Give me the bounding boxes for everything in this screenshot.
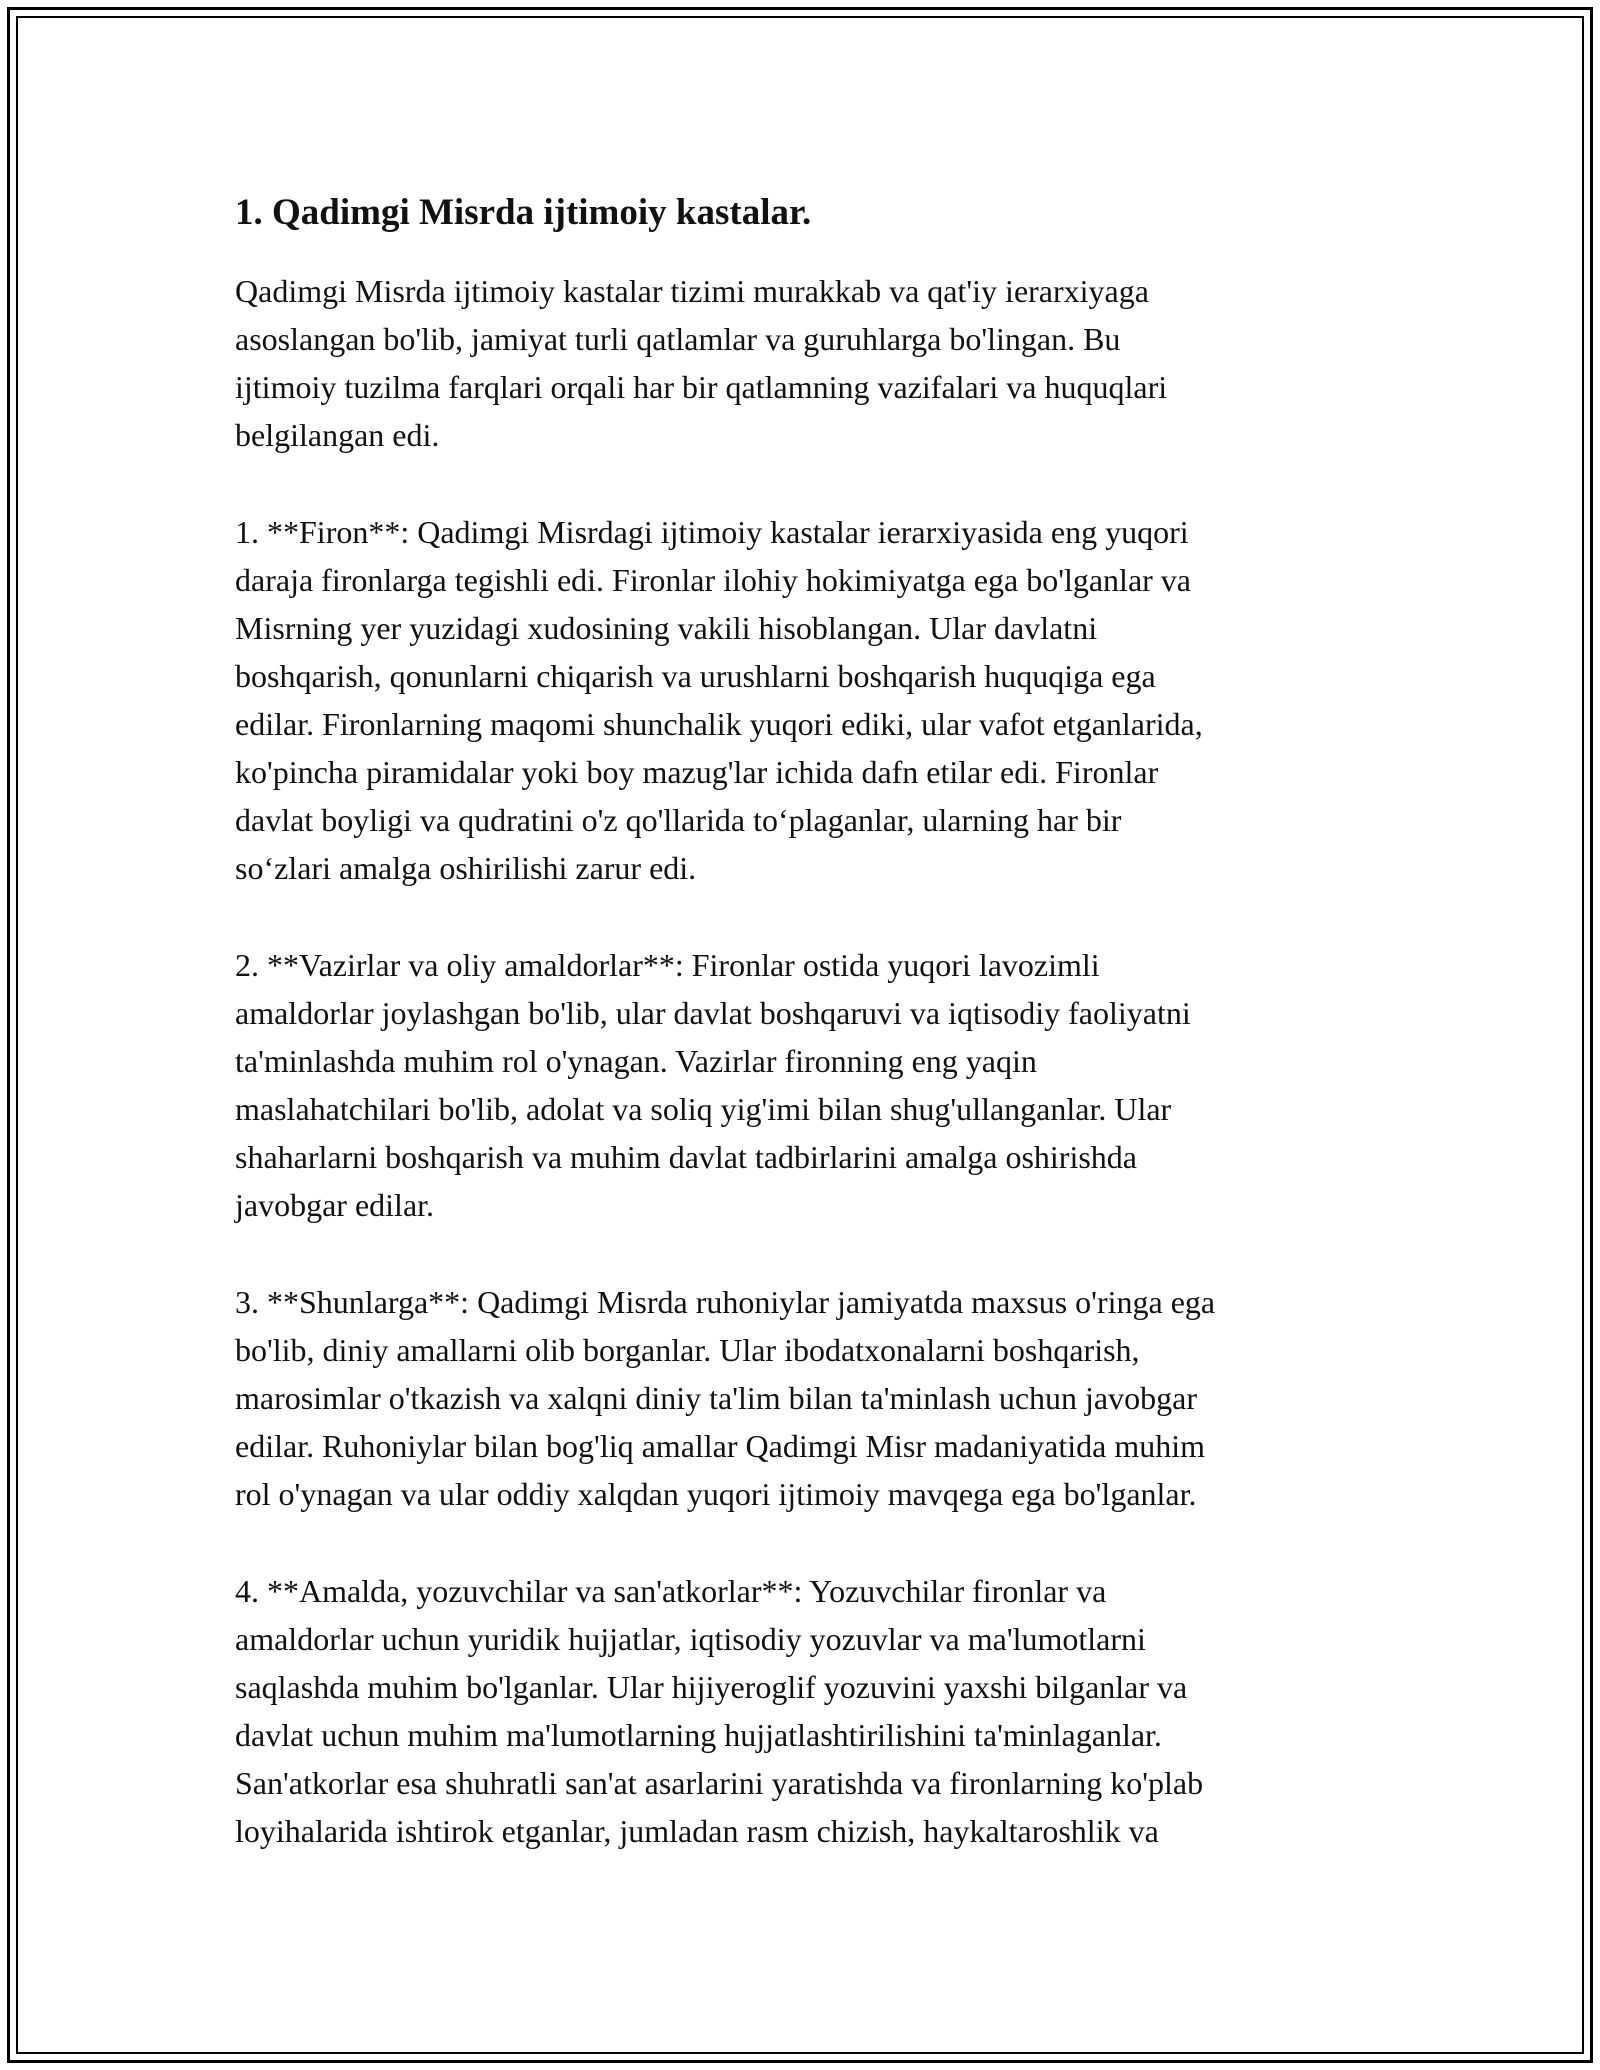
document-body xyxy=(235,185,1385,1904)
vazirlar-paragraph: 2. **Vazirlar va oliy amaldorlar**: Fironlar ostida yuqori lavozimli amaldorlar joylashgan bo'lib, ular davlat boshqaruvi va iqtisodiy faoliyatni ta'minlashda muhim rol o'ynagan. Vazirlar fironning eng yaqin maslahatchilari bo'lib, adolat va soliq yig'imi bilan shug'ullanganlar. Ular shaharlarni boshqarish va muhim davlat tadbirlarini amalga oshirishda javobgar edilar. xyxy=(235,947,1191,1223)
shunlarga-paragraph: 3. **Shunlarga**: Qadimgi Misrda ruhoniylar jamiyatda maxsus o'ringa ega bo'lib, diniy amallarni olib borganlar. Ular ibodatxonalarni boshqarish, marosimlar o'tkazish va xalqni diniy ta'lim bilan ta'minlash uchun javobgar edilar. Ruhoniylar bilan bog'liq amallar Qadimgi Misr madaniyatida muhim rol o'ynagan va ular oddiy xalqdan yuqori ijtimoiy mavqega ega bo'lganlar. xyxy=(235,1284,1216,1512)
intro-paragraph: Qadimgi Misrda ijtimoiy kastalar tizimi murakkab va qat'iy ierarxiyaga asoslangan bo'lib, jamiyat turli qatlamlar va guruhlarga bo'lingan. Bu ijtimoiy tuzilma farqlari orqali har bir qatlamning vazifalari va huquqlari belgilangan edi. xyxy=(235,273,1168,453)
firon-paragraph: 1. **Firon**: Qadimgi Misrdagi ijtimoiy kastalar ierarxiyasida eng yuqori daraja fironlarga tegishli edi. Fironlar ilohiy hokimiyatga ega bo'lganlar va Misrning yer yuzidagi xudosining vakili hisoblangan. Ular davlatni boshqarish, qonunlarni chiqarish va urushlarni boshqarish huquqiga ega edilar. Fironlarning maqomi shunchalik yuqori ediki, ular vafot etganlarida, ko'pincha piramidalar yoki boy mazug'lar ichida dafn etilar edi. Fironlar davlat boyligi va qudratini o'z qo'llarida to‘plaganlar, ularning har bir so‘zlari amalga oshirilishi zarur edi. xyxy=(235,514,1203,886)
document-title: 1. Qadimgi Misrda ijtimoiy kastalar. xyxy=(235,192,812,233)
yozuvchilar-paragraph: 4. **Amalda, yozuvchilar va san'atkorlar**: Yozuvchilar fironlar va amaldorlar uchun yuridik hujjatlar, iqtisodiy yozuvlar va ma'lumotlarni saqlashda muhim bo'lganlar. Ular hijiyeroglif yozuvini yaxshi bilganlar va davlat uchun muhim ma'lumotlarning hujjatlashtirilishini ta'minlaganlar. San'atkorlar esa shuhratli san'at asarlarini yaratishda va fironlarning ko'plab loyihalarida ishtirok etganlar, jumladan rasm chizish, haykaltaroshlik va xyxy=(235,1573,1204,1849)
